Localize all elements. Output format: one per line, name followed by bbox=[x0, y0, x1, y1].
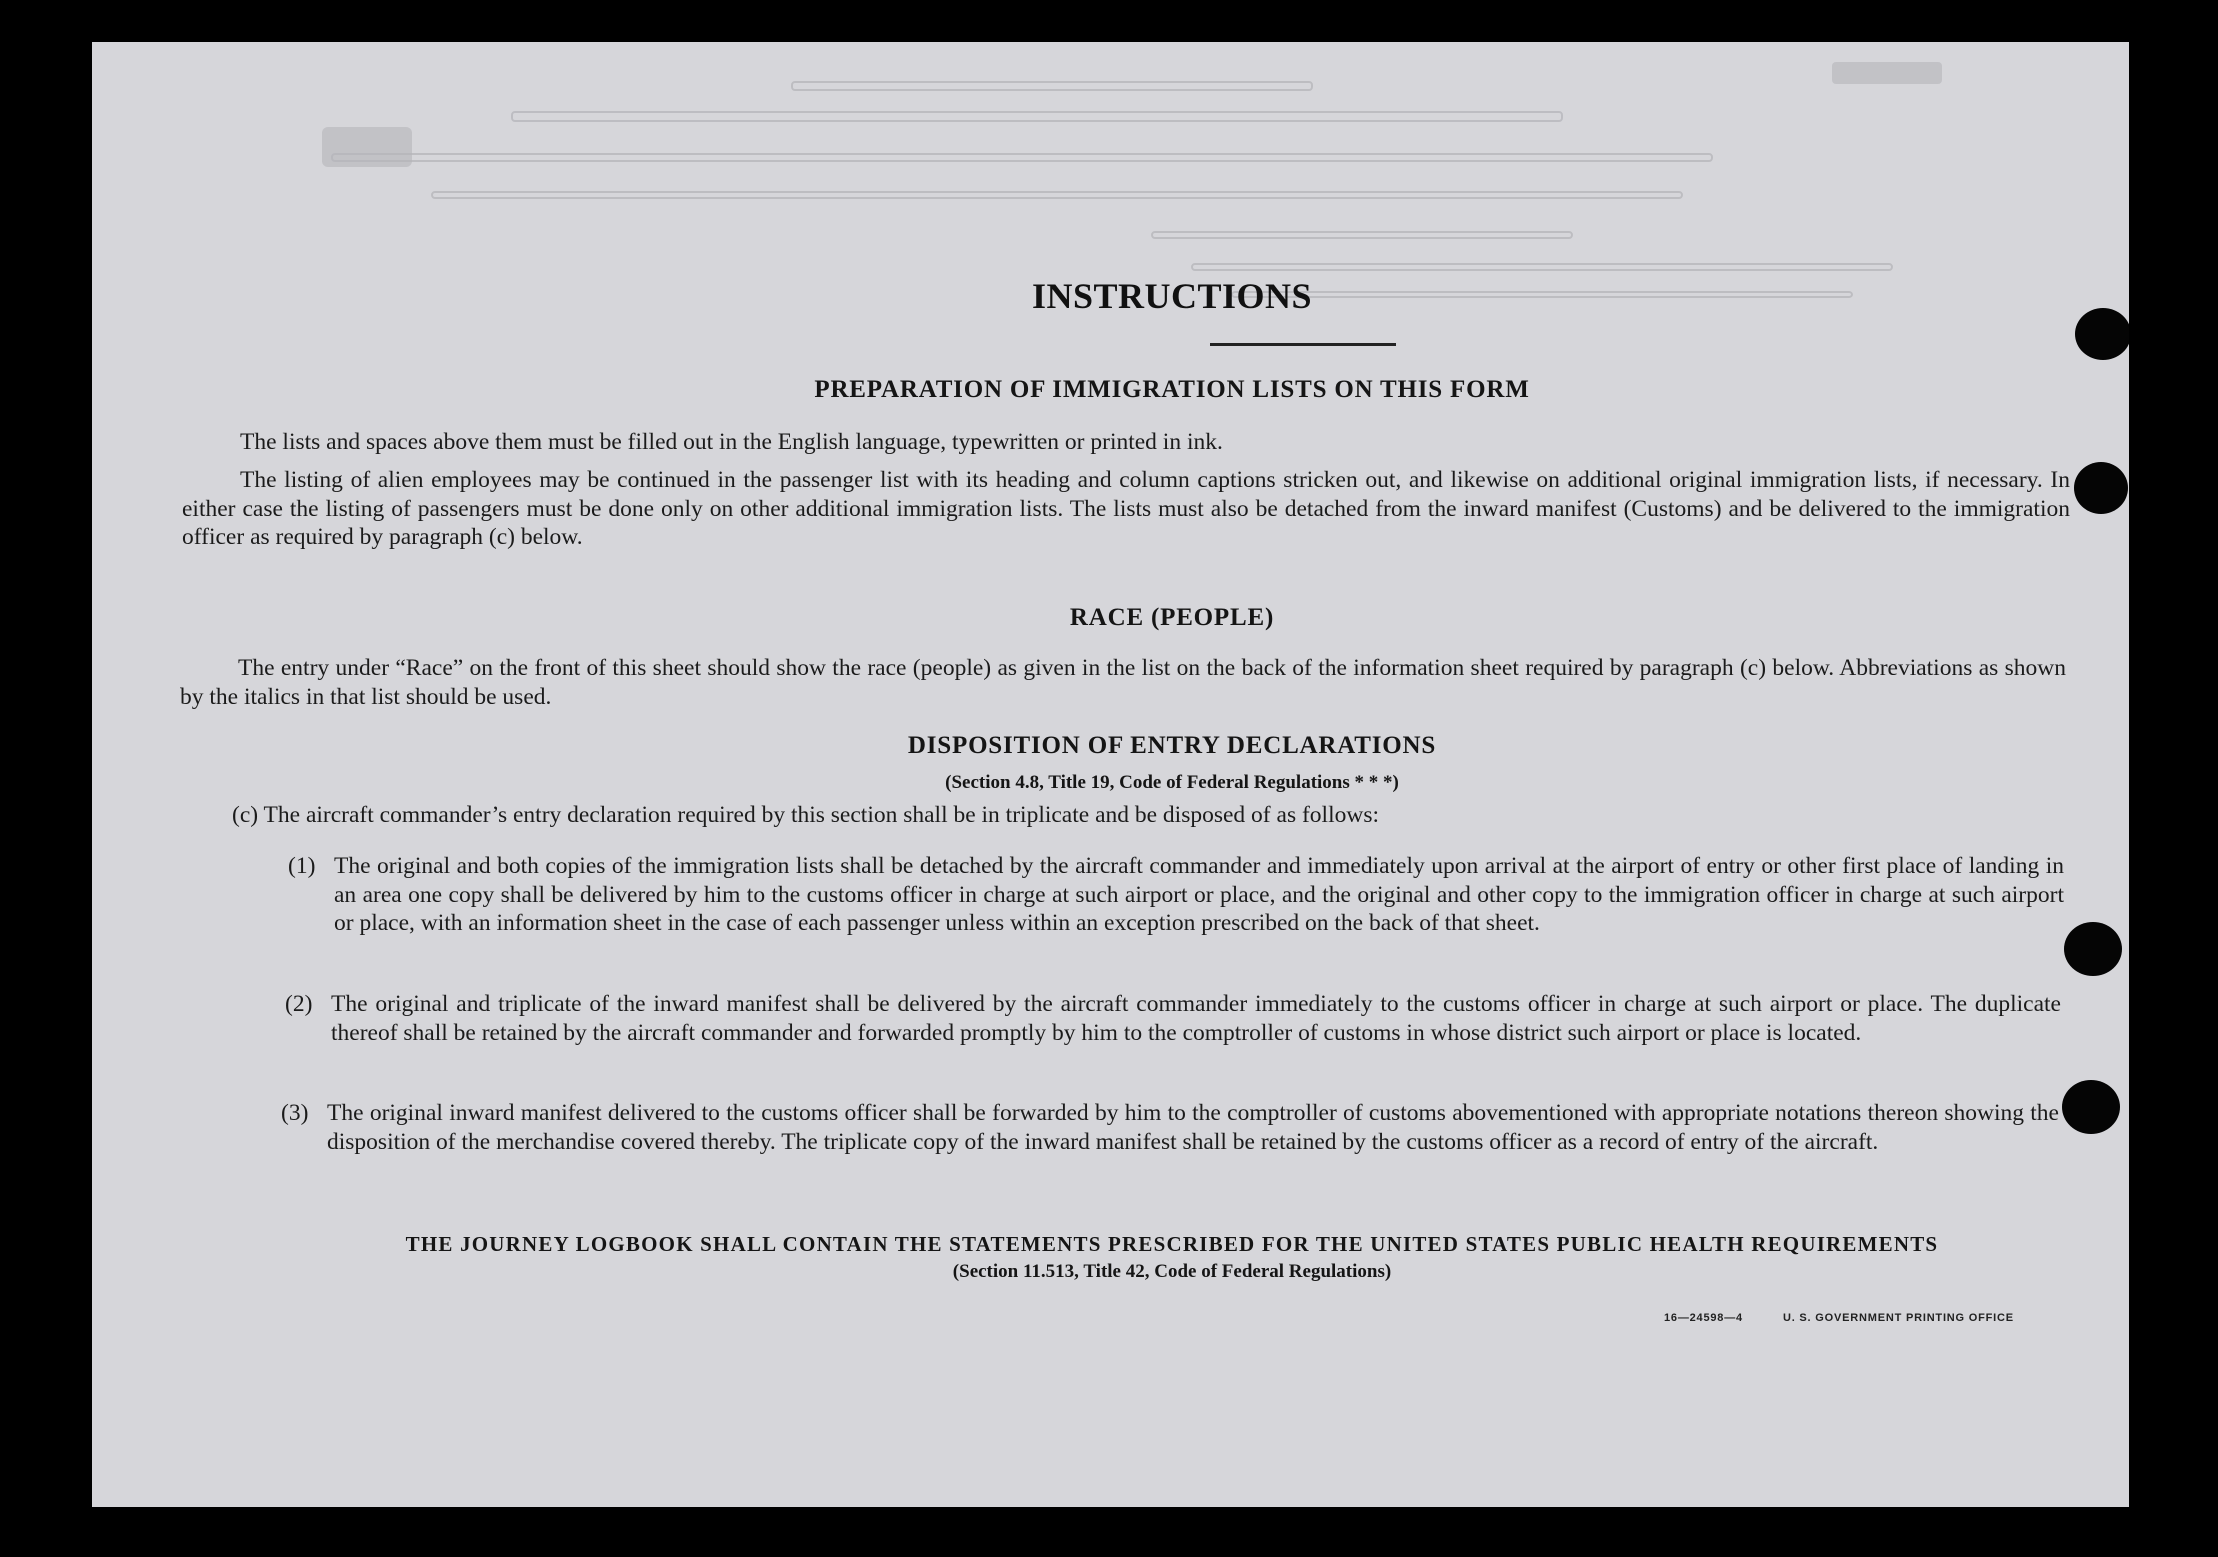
punch-hole-2 bbox=[2074, 462, 2128, 514]
title-underline bbox=[1210, 343, 1396, 346]
item-number: (3) bbox=[281, 1100, 309, 1126]
punch-hole-3 bbox=[2064, 922, 2122, 976]
print-code bbox=[1664, 1312, 2014, 1324]
punch-hole-1 bbox=[2075, 308, 2129, 360]
heading-disposition: DISPOSITION OF ENTRY DECLARATIONS bbox=[907, 732, 1437, 759]
public-health-reference: (Section 11.513, Title 42, Code of Federal Regulations) bbox=[952, 1261, 1392, 1282]
heading-race: RACE (PEOPLE) bbox=[1069, 604, 1275, 631]
disposition-item-2 bbox=[285, 990, 2061, 1047]
page-title: INSTRUCTIONS bbox=[1031, 276, 1313, 316]
preparation-paragraph-2: The listing of alien employees may be continued in the passenger list with its heading and column captions stricken out, and likewise on additional original immigration lists, if necessary. In either case the listing of passengers must be done only on other additional immigration lists. The lists must also be detached from the inward manifest (Customs) and be delivered to the immigration officer as required by paragraph (c) below. bbox=[182, 467, 2070, 550]
disposition-intro: (c) The aircraft commander’s entry declaration required by this section shall be in triplicate and be disposed of as follows: bbox=[232, 802, 1379, 828]
item-text: The original and both copies of the immigration lists shall be detached by the aircraft commander and immediately upon arrival at the airport of entry or other first place of landing in an area one copy shall be delivered by him to the customs officer in charge at such airport or place, and the original and other copy to the immigration officer in charge at such airport or place, with an information sheet in the case of each passenger unless within an exception prescribed on the back of that sheet. bbox=[334, 853, 2064, 936]
disposition-reference: (Section 4.8, Title 19, Code of Federal Regulations * * *) bbox=[945, 772, 1399, 793]
document-page bbox=[92, 42, 2129, 1507]
punch-hole-4 bbox=[2062, 1080, 2120, 1134]
form-number: 16—24598—4 bbox=[1664, 1312, 1743, 1324]
item-text: The original inward manifest delivered to the customs officer shall be forwarded by him to the comptroller of customs abovementioned with appropriate notations thereon showing the disposition of the merchandise covered thereby. The triplicate copy of the inward manifest shall be retained by the customs officer as a record of entry of the aircraft. bbox=[327, 1100, 2059, 1155]
item-number: (1) bbox=[288, 853, 316, 879]
disposition-item-3 bbox=[281, 1099, 2059, 1156]
heading-preparation: PREPARATION OF IMMIGRATION LISTS ON THIS FORM bbox=[814, 376, 1530, 403]
item-text: The original and triplicate of the inward manifest shall be delivered by the aircraft commander immediately to the customs officer in charge at such airport or place. The duplicate thereof shall be retained by the aircraft commander and forwarded promptly by him to the comptroller of customs in whose district such airport or place is located. bbox=[331, 991, 2061, 1046]
preparation-paragraph-1: The lists and spaces above them must be filled out in the English language, typewritten or printed in ink. bbox=[240, 429, 1223, 455]
disposition-item-1 bbox=[288, 852, 2064, 938]
printer-imprint: U. S. GOVERNMENT PRINTING OFFICE bbox=[1782, 1312, 2014, 1324]
item-number: (2) bbox=[285, 991, 313, 1017]
public-health-statement: THE JOURNEY LOGBOOK SHALL CONTAIN THE STATEMENTS PRESCRIBED FOR THE UNITED STATES PUBLIC HEALTH REQUIREMENTS bbox=[405, 1232, 1939, 1256]
race-paragraph: The entry under “Race” on the front of this sheet should show the race (people) as given in the list on the back of the information sheet required by paragraph (c) below. Abbreviations as shown by the italics in that list should be used. bbox=[180, 655, 2066, 710]
